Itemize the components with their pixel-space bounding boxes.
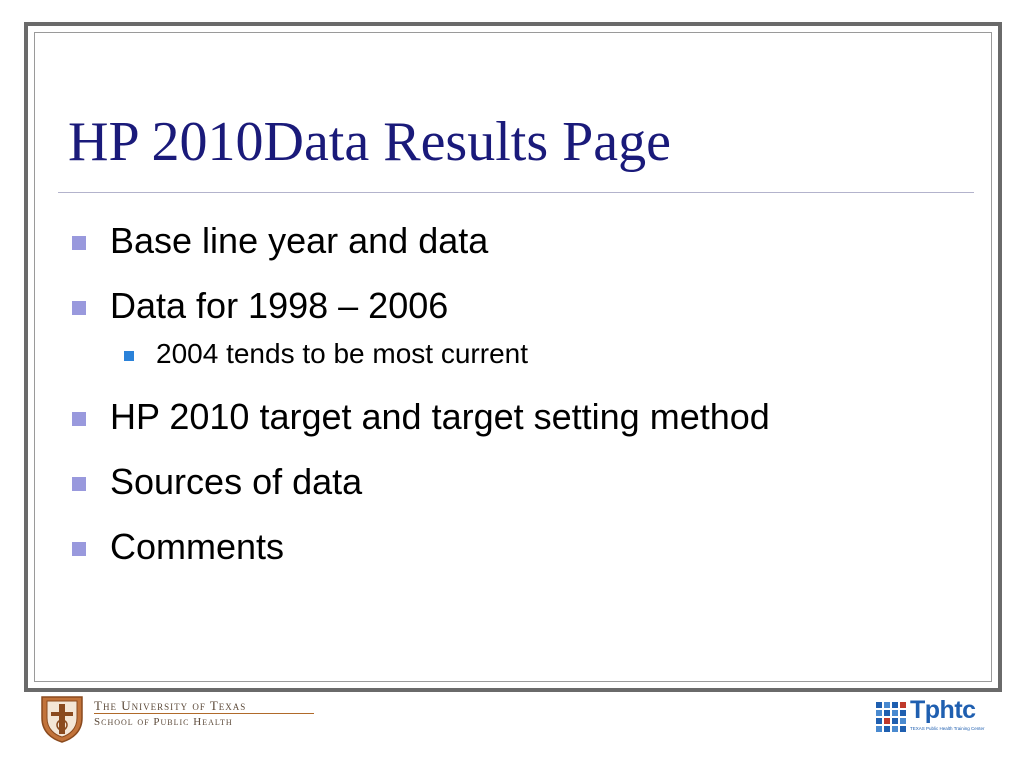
bullet-item: [72, 212, 770, 270]
square-bullet-icon: [72, 412, 86, 426]
square-bullet-icon: [72, 301, 86, 315]
bullet-item: [72, 518, 770, 576]
ut-logo-rule: [94, 713, 314, 714]
tphtc-wordmark: Tphtc: [910, 696, 976, 724]
bullet-text: Sources of data: [110, 461, 363, 502]
slide-title: HP 2010Data Results Page: [68, 111, 671, 173]
square-sub-bullet-icon: [124, 351, 134, 361]
bullet-item: [72, 277, 770, 335]
sub-bullet-text: 2004 tends to be most current: [156, 338, 528, 369]
tphtc-logo: [876, 696, 996, 740]
square-bullet-icon: [72, 477, 86, 491]
ut-school-text: School of Public Health: [94, 716, 233, 728]
square-bullet-icon: [72, 236, 86, 250]
bullet-text: Comments: [110, 526, 285, 567]
sub-bullet-item: [72, 334, 770, 374]
title-divider: [58, 192, 974, 193]
bullet-item: [72, 388, 770, 446]
ut-school-of-public-health-logo: [38, 694, 288, 744]
tphtc-grid-icon: [876, 702, 908, 734]
tphtc-subtitle: TEXAS Public Health Training Center: [910, 726, 985, 731]
square-bullet-icon: [72, 542, 86, 556]
bullet-item: [72, 453, 770, 511]
bullet-text: HP 2010 target and target setting method: [110, 396, 770, 437]
bullet-list: [72, 212, 770, 583]
bullet-text: Data for 1998 – 2006: [110, 285, 449, 326]
ut-name-text: The University of Texas: [94, 698, 247, 713]
bullet-text: Base line year and data: [110, 220, 489, 261]
ut-shield-icon: [38, 694, 86, 744]
